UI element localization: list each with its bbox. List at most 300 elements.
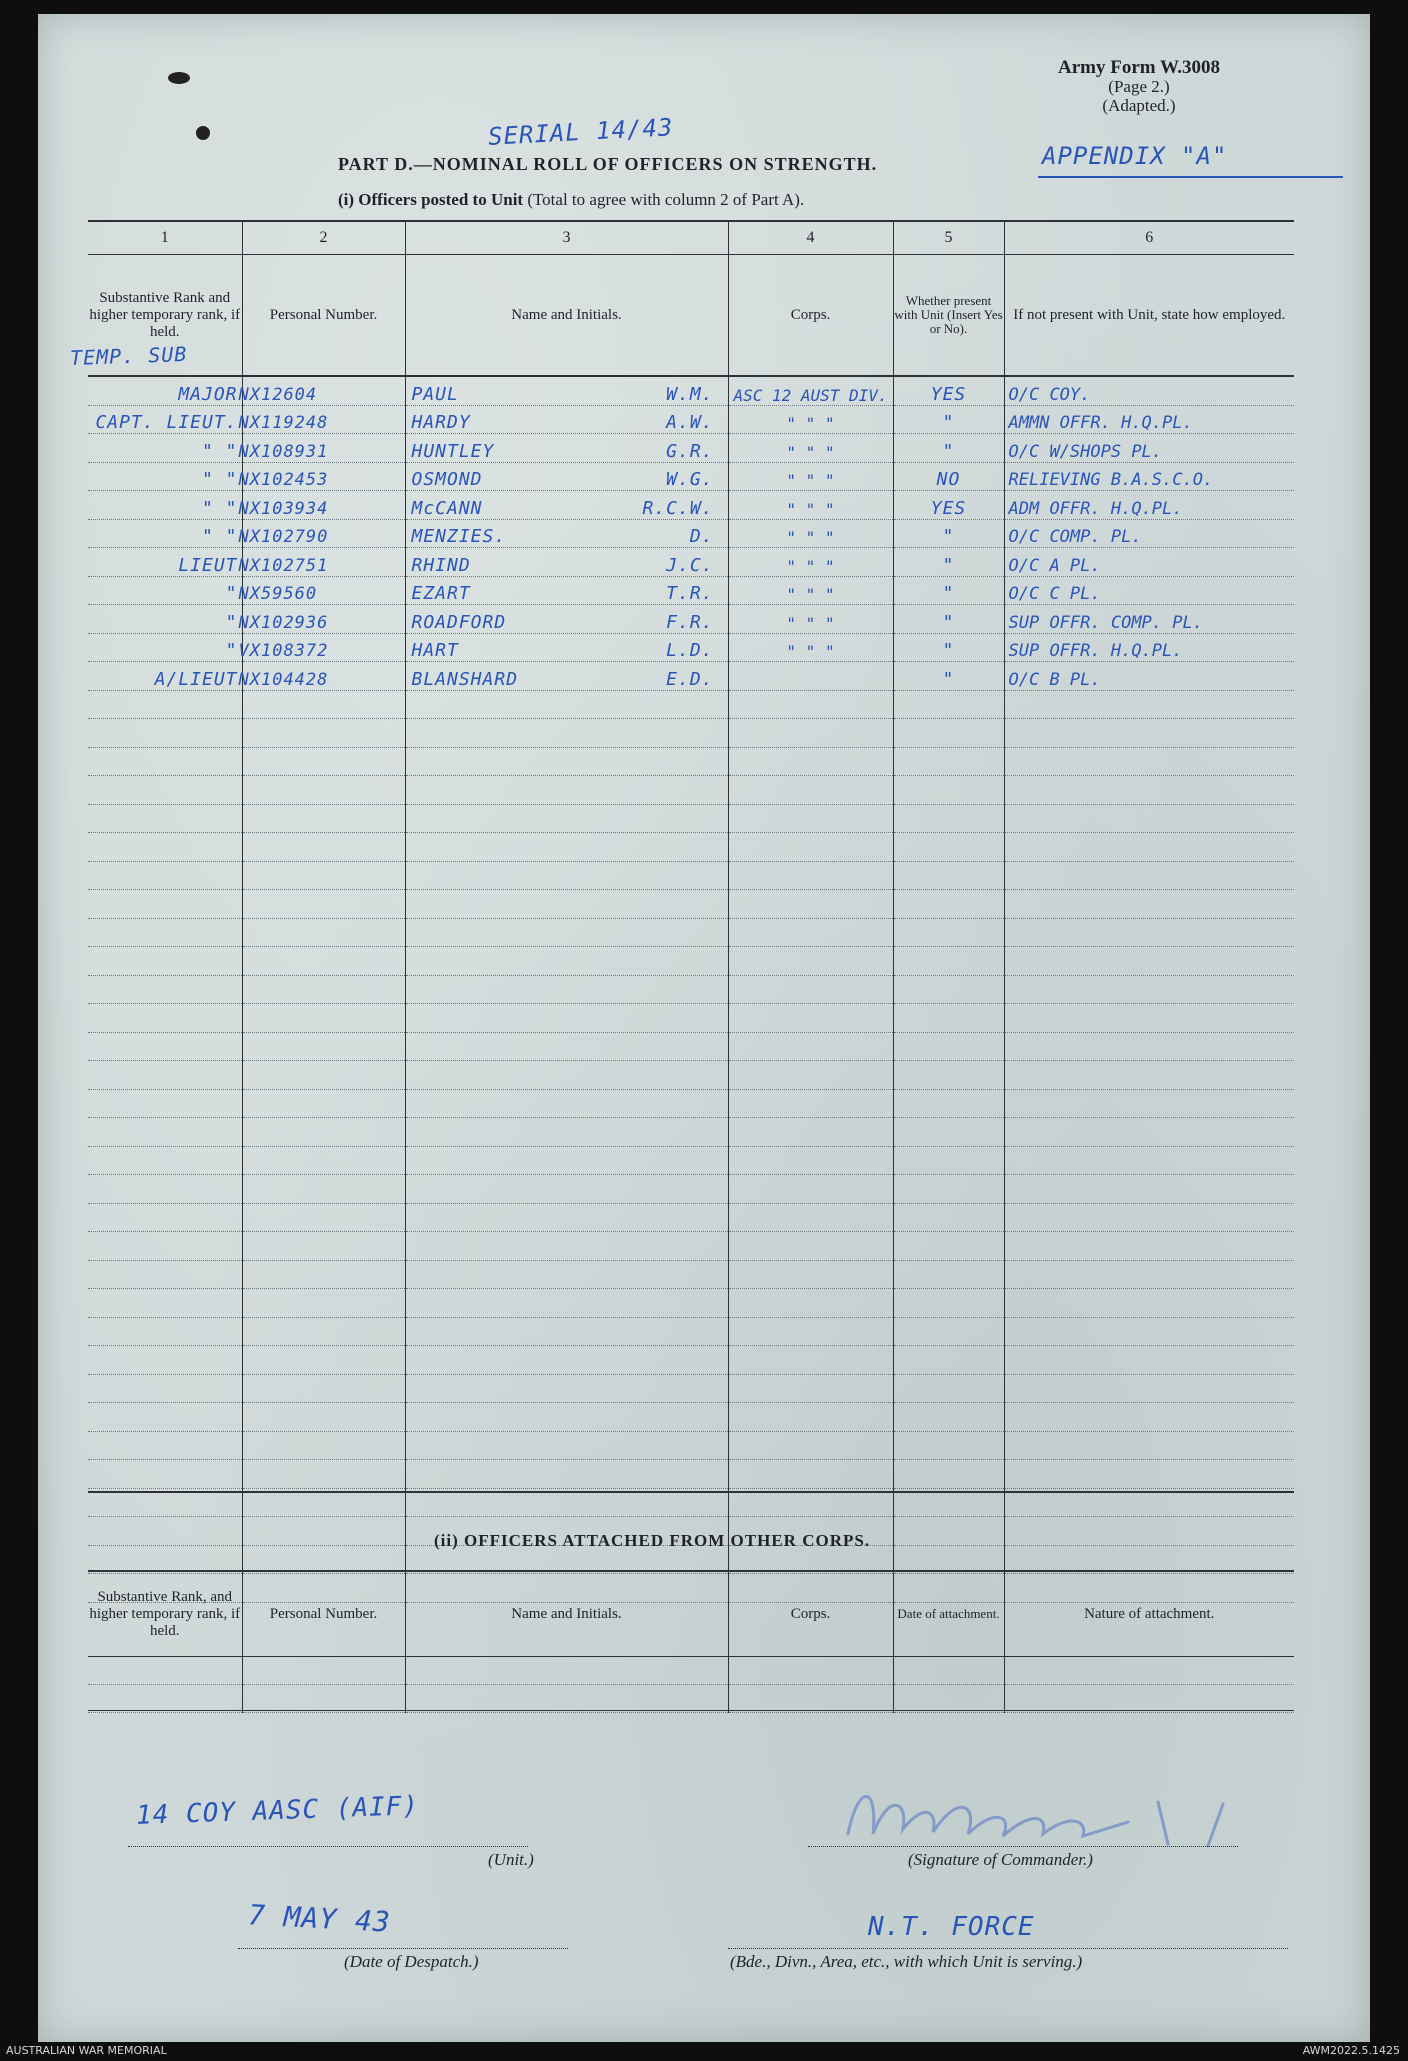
col-number-3: 3 [405, 221, 728, 255]
appendix-annotation: APPENDIX "A" [1042, 142, 1228, 170]
cell-corps-text: " " " [786, 414, 835, 433]
cell-corps [728, 491, 893, 520]
cell-present [893, 776, 1004, 805]
officer-surname: OSMOND [411, 469, 483, 490]
cell-rank [88, 1175, 242, 1204]
cell-number-text: NX104428 [238, 669, 329, 690]
cell-rank [88, 1089, 242, 1118]
signature-label: (Signature of Commander.) [908, 1850, 1093, 1869]
officer-surname: HUNTLEY [411, 440, 495, 462]
despatch-date-value: 7 MAY 43 [247, 1898, 392, 1939]
cell-present [893, 1232, 1004, 1261]
cell-employed [1004, 1203, 1294, 1232]
cell-name-text [406, 412, 728, 433]
cell-rank [88, 1431, 242, 1460]
blank-cell [728, 1685, 893, 1713]
header-employment: If not present with Unit, state how employed. [1004, 255, 1294, 377]
blank-row [88, 1146, 1294, 1175]
cell-number [238, 434, 405, 463]
cell-present [893, 462, 1004, 491]
cell-rank [88, 804, 242, 833]
officer-surname: HART [411, 640, 459, 661]
cell-name [405, 861, 728, 890]
cell-rank-text: " " [201, 526, 238, 547]
cell-employed [1004, 1346, 1294, 1375]
cell-rank [88, 1403, 242, 1432]
blank-row [88, 1004, 1294, 1033]
blank-row [88, 1317, 1294, 1346]
signature-line [808, 1846, 1238, 1847]
cell-corps [728, 1118, 893, 1147]
cell-name [405, 1403, 728, 1432]
cell-number-text: NX102936 [238, 612, 329, 633]
blank-row [88, 833, 1294, 862]
cell-employed [1004, 918, 1294, 947]
blank-row [88, 1403, 1294, 1432]
cell-number [238, 519, 405, 548]
table-row [88, 462, 1294, 491]
table-row [88, 633, 1294, 662]
blank-cell [893, 1657, 1004, 1685]
cell-number [238, 662, 405, 691]
cell-present [893, 1118, 1004, 1147]
cell-employed [1004, 1146, 1294, 1175]
cell-rank [88, 975, 242, 1004]
cell-employed [1004, 1403, 1294, 1432]
cell-name [405, 405, 728, 434]
cell-corps [728, 1232, 893, 1261]
table-row [88, 434, 1294, 463]
cell-corps [728, 1260, 893, 1289]
cell-present [893, 605, 1004, 634]
cell-corps [728, 719, 893, 748]
blank-cell [405, 1685, 728, 1713]
cell-present [893, 491, 1004, 520]
cell-employed [1004, 633, 1294, 662]
cell-corps [728, 804, 893, 833]
form-identifier [1058, 58, 1220, 115]
cell-corps [728, 690, 893, 719]
cell-name [405, 947, 728, 976]
cell-corps [728, 548, 893, 577]
cell-corps [728, 633, 893, 662]
cell-rank [88, 1146, 242, 1175]
rank-pre-note: TEMP. SUB [69, 341, 188, 371]
cell-corps-text: " " " [786, 613, 835, 633]
table-row [88, 491, 1294, 520]
cell-rank-text: LIEUT [178, 554, 238, 576]
officers-attached-table [88, 1570, 1294, 1713]
cell-present-text: " [942, 554, 955, 576]
cell-number [242, 776, 405, 805]
cell-name-text [406, 669, 728, 690]
cell-employed [1004, 662, 1294, 691]
cell-employed [1004, 947, 1294, 976]
blank-row [88, 1175, 1294, 1204]
col-number-1: 1 [88, 221, 242, 255]
cell-corps [728, 975, 893, 1004]
blank-row [88, 719, 1294, 748]
date-line [238, 1948, 568, 1949]
cell-number [238, 576, 405, 605]
cell-employed [1004, 833, 1294, 862]
cell-rank [88, 1260, 242, 1289]
cell-number [242, 1460, 405, 1489]
credit-right: AWM2022.5.1425 [1302, 2044, 1400, 2057]
cell-employed-text: O/C B PL. [1008, 669, 1101, 690]
cell-name-text [406, 384, 728, 405]
cell-rank [88, 548, 242, 577]
cell-number [238, 605, 405, 634]
cell-employed [1004, 776, 1294, 805]
header-corps: Corps. [728, 255, 893, 377]
blank-cell [893, 1685, 1004, 1713]
cell-name [405, 662, 728, 691]
cell-employed [1004, 1517, 1294, 1546]
cell-present-text: " [942, 611, 955, 633]
blank-row [88, 1260, 1294, 1289]
cell-rank [88, 605, 242, 634]
cell-rank [88, 776, 242, 805]
cell-corps [728, 1374, 893, 1403]
cell-name [405, 890, 728, 919]
cell-employed [1004, 1374, 1294, 1403]
attached-headers [88, 1571, 1294, 1657]
cell-present [893, 434, 1004, 463]
ink-smudge [168, 72, 190, 84]
officer-initials: E.D. [666, 668, 714, 690]
blank-cell [405, 1657, 728, 1685]
table-row [88, 605, 1294, 634]
cell-name [405, 1317, 728, 1346]
cell-employed [1004, 1289, 1294, 1318]
cell-name [405, 719, 728, 748]
cell-corps [728, 662, 893, 691]
table-row [88, 548, 1294, 577]
cell-rank [88, 1118, 242, 1147]
officer-surname: BLANSHARD [411, 668, 519, 690]
cell-employed [1004, 1232, 1294, 1261]
officer-surname: RHIND [411, 554, 471, 576]
cell-number-text: NX12604 [238, 384, 318, 405]
cell-corps-text: " " " [786, 642, 835, 661]
cell-rank-text: " [225, 640, 238, 661]
cell-number-text: NX59560 [238, 584, 318, 604]
form-page [38, 14, 1370, 2042]
section-i-title [338, 190, 804, 210]
cell-present [893, 1431, 1004, 1460]
cell-employed-text: O/C COY. [1008, 384, 1091, 405]
col-number-2: 2 [242, 221, 405, 255]
header-present: Whether present with Unit (Insert Yes or No). [893, 255, 1004, 377]
cell-employed-text: AMMN OFFR. H.Q.PL. [1008, 413, 1193, 433]
cell-corps [728, 776, 893, 805]
cell-name [405, 548, 728, 577]
cell-number [242, 1431, 405, 1460]
cell-employed-text: SUP OFFR. H.Q.PL. [1008, 641, 1183, 661]
cell-present [893, 519, 1004, 548]
cell-employed [1004, 804, 1294, 833]
att-header-corps: Corps. [728, 1571, 893, 1657]
cell-corps [728, 1089, 893, 1118]
blank-row [88, 1431, 1294, 1460]
cell-name [405, 1289, 728, 1318]
column-headers [88, 255, 1294, 377]
table-row [88, 519, 1294, 548]
cell-corps [728, 434, 893, 463]
cell-rank [88, 491, 242, 520]
cell-number [242, 1346, 405, 1375]
cell-name [405, 1431, 728, 1460]
cell-present [893, 376, 1004, 405]
cell-present-text: " [942, 583, 955, 604]
cell-name [405, 747, 728, 776]
blank-row [88, 804, 1294, 833]
cell-employed-text: ADM OFFR. H.Q.PL. [1008, 498, 1183, 519]
cell-rank-text: CAPT. LIEUT. [95, 412, 238, 433]
cell-corps [728, 1146, 893, 1175]
cell-name [405, 376, 728, 405]
cell-present [893, 1146, 1004, 1175]
cell-rank [88, 405, 242, 434]
cell-name [405, 434, 728, 463]
cell-rank [88, 1203, 242, 1232]
blank-row [88, 747, 1294, 776]
cell-corps [728, 1061, 893, 1090]
blank-row [88, 947, 1294, 976]
cell-number [242, 690, 405, 719]
cell-present [893, 548, 1004, 577]
cell-present [893, 975, 1004, 1004]
credit-left: AUSTRALIAN WAR MEMORIAL [6, 2044, 167, 2057]
cell-employed-text: O/C C PL. [1008, 584, 1101, 604]
officer-initials: L.D. [666, 640, 714, 661]
cell-name [405, 776, 728, 805]
cell-employed [1004, 376, 1294, 405]
cell-present [893, 833, 1004, 862]
cell-rank [88, 947, 242, 976]
cell-employed [1004, 405, 1294, 434]
cell-number [238, 376, 405, 405]
cell-employed [1004, 1460, 1294, 1489]
officer-initials: W.G. [666, 469, 714, 490]
cell-rank [88, 434, 242, 463]
cell-employed [1004, 605, 1294, 634]
cell-name [405, 918, 728, 947]
col-number-4: 4 [728, 221, 893, 255]
cell-name [405, 833, 728, 862]
cell-name-text [406, 526, 728, 547]
officer-initials: J.C. [666, 554, 714, 576]
cell-name [405, 491, 728, 520]
cell-number [242, 1175, 405, 1204]
cell-name-text [406, 555, 728, 576]
cell-rank-text: A/LIEUT [154, 668, 238, 690]
cell-present [893, 1260, 1004, 1289]
blank-row [88, 776, 1294, 805]
officer-initials: D. [689, 526, 714, 547]
officer-surname: PAUL [411, 383, 459, 405]
cell-present [893, 1403, 1004, 1432]
cell-present [893, 1289, 1004, 1318]
cell-employed [1004, 861, 1294, 890]
blank-cell [1004, 1685, 1294, 1713]
officers-posted-table [88, 220, 1294, 1603]
officer-initials: G.R. [666, 440, 714, 462]
cell-name [405, 1089, 728, 1118]
form-page-number: (Page 2.) [1108, 77, 1170, 96]
cell-number-text: NX119248 [238, 413, 329, 433]
unit-line [128, 1846, 528, 1847]
ink-smudge [196, 126, 210, 140]
blank-row [88, 1118, 1294, 1147]
blank-row [88, 918, 1294, 947]
cell-number [242, 861, 405, 890]
cell-name [405, 1118, 728, 1147]
cell-corps [728, 1175, 893, 1204]
cell-number [242, 804, 405, 833]
blank-row [88, 1685, 1294, 1713]
cell-number-text: NX102453 [238, 470, 329, 490]
blank-row [88, 1032, 1294, 1061]
cell-employed [1004, 1431, 1294, 1460]
cell-rank [88, 1004, 242, 1033]
cell-rank [88, 747, 242, 776]
cell-present [893, 405, 1004, 434]
cell-present [893, 1517, 1004, 1546]
blank-row [88, 1232, 1294, 1261]
cell-employed [1004, 519, 1294, 548]
cell-present [893, 804, 1004, 833]
cell-number [242, 1260, 405, 1289]
cell-rank [88, 1061, 242, 1090]
cell-number-text: NX108931 [238, 441, 329, 462]
cell-rank [88, 861, 242, 890]
att-header-date: Date of attachment. [893, 1571, 1004, 1657]
officer-initials: T.R. [666, 583, 714, 604]
cell-present-text: YES [930, 383, 967, 405]
cell-employed [1004, 719, 1294, 748]
blank-cell [1004, 1657, 1294, 1685]
cell-number [242, 947, 405, 976]
form-adapted: (Adapted.) [1102, 96, 1176, 115]
blank-row [88, 1657, 1294, 1685]
officer-initials: R.C.W. [642, 497, 714, 519]
cell-number [242, 1004, 405, 1033]
cell-rank [88, 1317, 242, 1346]
cell-corps [728, 462, 893, 491]
cell-number [242, 719, 405, 748]
cell-corps [728, 861, 893, 890]
cell-number [242, 1289, 405, 1318]
cell-rank-text: " " [201, 497, 238, 519]
cell-employed [1004, 1004, 1294, 1033]
cell-number [242, 1374, 405, 1403]
table-row [88, 405, 1294, 434]
cell-present [893, 1089, 1004, 1118]
blank-row [88, 1346, 1294, 1375]
cell-number [242, 918, 405, 947]
cell-corps [728, 1317, 893, 1346]
cell-name-text [406, 441, 728, 462]
formation-label: (Bde., Divn., Area, etc., with which Unit is serving.) [730, 1952, 1083, 1971]
cell-rank [88, 519, 242, 548]
header-personal-number: Personal Number. [242, 255, 405, 377]
blank-row [88, 1374, 1294, 1403]
cell-name [405, 1203, 728, 1232]
officer-surname: MENZIES. [411, 526, 507, 547]
cell-number [242, 1146, 405, 1175]
cell-name [405, 605, 728, 634]
cell-name-text [406, 583, 728, 604]
table-row [88, 576, 1294, 605]
cell-number [242, 1203, 405, 1232]
blank-row [88, 1289, 1294, 1318]
serial-annotation: SERIAL 14/43 [487, 113, 674, 151]
col-number-5: 5 [893, 221, 1004, 255]
cell-number [242, 1517, 405, 1546]
cell-number [238, 405, 405, 434]
attached-end-rule [88, 1710, 1294, 1711]
officer-initials: A.W. [666, 412, 714, 433]
cell-employed-text: SUP OFFR. COMP. PL. [1008, 612, 1203, 633]
cell-present [893, 1032, 1004, 1061]
cell-corps [728, 1004, 893, 1033]
cell-number-text: NX102790 [238, 527, 329, 547]
column-numbers [88, 221, 1294, 255]
section-ii-title: (ii) OFFICERS ATTACHED FROM OTHER CORPS. [434, 1531, 871, 1550]
cell-name [405, 1374, 728, 1403]
cell-rank [88, 1517, 242, 1546]
cell-name [405, 804, 728, 833]
cell-corps-text: " " " [786, 499, 835, 519]
cell-present [893, 1004, 1004, 1033]
cell-present [893, 890, 1004, 919]
blank-row [88, 1460, 1294, 1489]
cell-number-text: NX102751 [238, 555, 329, 576]
cell-present [893, 1317, 1004, 1346]
cell-employed [1004, 1061, 1294, 1090]
cell-employed [1004, 747, 1294, 776]
blank-cell [88, 1685, 242, 1713]
cell-name [405, 1232, 728, 1261]
form-name: Army Form W.3008 [1057, 57, 1220, 78]
cell-present-text: " [942, 640, 955, 661]
header-rank: Substantive Rank and higher temporary rank, if held. [88, 255, 242, 377]
officer-surname: HARDY [411, 412, 471, 433]
cell-employed [1004, 1175, 1294, 1204]
cell-present [893, 576, 1004, 605]
section-i-bold: (i) Officers posted to Unit [338, 190, 524, 209]
cell-corps [728, 747, 893, 776]
cell-rank [88, 690, 242, 719]
cell-corps-text: ASC 12 AUST DIV. [733, 385, 888, 405]
cell-rank [88, 1460, 242, 1489]
cell-corps-text: " " " [786, 471, 835, 490]
cell-present-text: " [942, 526, 955, 547]
table-end-rule [88, 1491, 1294, 1493]
cell-rank [88, 719, 242, 748]
cell-employed [1004, 576, 1294, 605]
cell-number [238, 633, 405, 662]
table-row [88, 662, 1294, 691]
cell-number [242, 1061, 405, 1090]
cell-number [238, 548, 405, 577]
cell-employed [1004, 1118, 1294, 1147]
part-title: PART D.—NOMINAL ROLL OF OFFICERS ON STRENGTH. [338, 154, 878, 174]
section-i-rest: (Total to agree with column 2 of Part A). [523, 190, 805, 209]
cell-name [405, 1032, 728, 1061]
